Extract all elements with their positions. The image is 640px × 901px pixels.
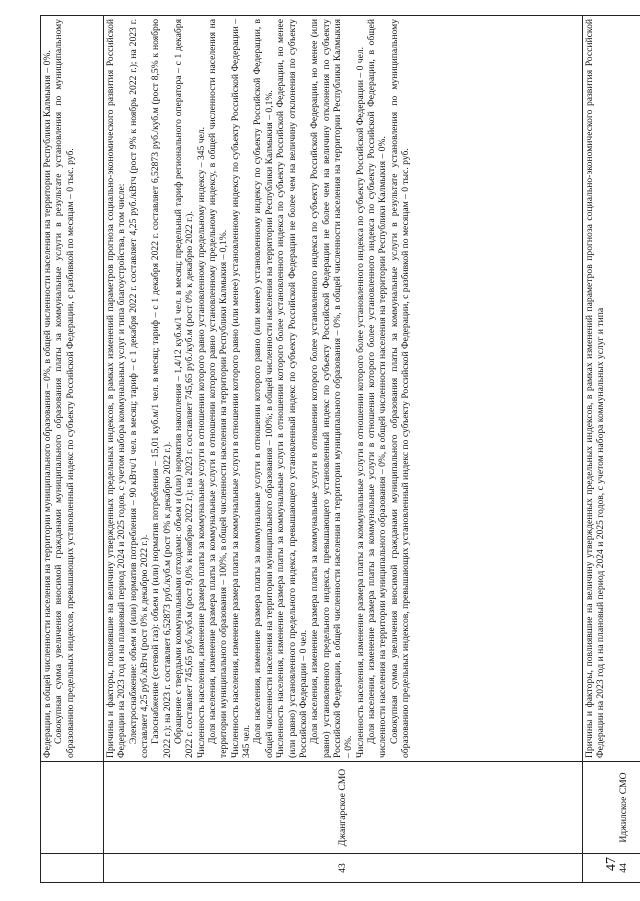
municipality-name-cell [41,762,104,854]
table-row [104,16,583,883]
row-number-cell [41,854,104,883]
municipality-name-cell: Иджилское СМО [583,762,640,854]
paragraph: Доля населения, изменение размера платы за коммунальные услуги в отношении которого более установленного индекса по субъекту Российской Федерации, в общей численности населения на территории муниципального образования – 0%, в общей численности населения на территории Республики Калмыкия – 0%. [365,19,389,758]
description-cell [583,16,640,762]
paragraph: Численность населения, изменение размера платы за коммунальные услуги в отношении которого более установленного индекса по субъекту Российской Федерации, но менее (или равно) установленного предельного индекса, превышающего установленный индекс по субъекту Российской Федерации не более чем на величину отклонения по субъекту Российской Федерации – 0 чел. [275,19,309,758]
municipality-name-cell: Джангарское СМО [104,762,583,854]
description-cell [41,16,104,762]
paragraph: Обращение с твердыми коммунальными отходами: объем и (или) норматив накопления – 1,4/12 куб.м/1 чел. в месяц; предельный тариф регионального оператора – с 1 декабря 2022 г. составляет 745,65 руб./куб.м (рост 9,0% к ноябрю 2022 г.); на 2023 г. составляет 745,65 руб./куб.м (рост 0% к декабрю 2022 г.). [173,19,196,758]
row-number-cell: 44 [583,854,640,883]
page-number: 47 [604,857,619,871]
paragraph: Доля населения, изменение размера платы за коммунальные услуги в отношении которого равно установленному предельному индексу, в общей численности населения на территории муниципального образования – 100%, в общей численности населения на территории Республики Калмыкия – 0,1%. [207,19,230,758]
paragraph: Численность населения, изменение размера платы за коммунальные услуги в отношении которого равно (или менее) установленному индексу по субъекту Российской Федерации – 345 чел. [229,19,253,758]
paragraph: Совокупная сумма увеличения вносимой гражданами муниципального образования платы за коммунальные услуги в результате установления по муниципальному образованию предельных индексов, превышающих установленный индекс по субъекту Российской Федерации, с разбивкой по месяцам – 0 тыс. руб. [53,19,76,758]
table-row [41,16,104,883]
paragraph: Доля населения, изменение размера платы за коммунальные услуги в отношении которого равно (или менее) установленному индексу по субъекту Российской Федерации, в общей численности населения на территории муниципального образования – 100%; в общей численности населения на территории Республики Калмыкия – 0,1%. [252,19,275,758]
paragraph: Федерации, в общей численности населения на территории муниципального образования – 0%, в общей численности населения на территории Республики Калмыкия – 0%. [42,50,53,758]
paragraph: Причины и факторы, повлиявшие на величину утвержденных предельных индексов, в рамках изменений параметров прогноза социально-экономического развития Российской Федерации на 2023 год и на плановый период 2024 и 2025 годов, с учетом набора коммунальных услуг и типа благоустройства, в том числе: [105,19,128,758]
paragraph: Газоснабжение (сетевой газ): объем и (или) норматив потребления – 15,01 куб.м/1 чел. в месяц; тариф – с 1 декабря 2022 г. составляет 6,52873 руб./куб.м (рост 8,5% к ноябрю 2022 г.); на 2023 г. составляет 6,52873 руб./куб.м (рост 0% к декабрю 2022 г.). [150,19,173,758]
paragraph: Причины и факторы, повлиявшие на величину утвержденных предельных индексов, в рамках изменений параметров прогноза социально-экономического развития Российской Федерации на 2023 год и на плановый период 2024 и 2025 годов, с учетом набора коммунальных услуг и типа [584,19,607,758]
table-row [583,16,640,883]
paragraph: Совокупная сумма увеличения вносимой гражданами муниципального образования платы за коммунальные услуги в результате установления по муниципальному образованию предельных индексов, превышающих установленный индекс по субъекту Российской Федерации, с разбивкой по месяцам – 0 тыс. руб. [388,19,411,758]
paragraph: Доля населения, изменение размера платы за коммунальные услуги в отношении которого более установленного индекса по субъекту Российской Федерации, но менее (или равно) установленного предельного индекса, превышающего установленный индекс по субъекту Российской Федерации не более чем на величину отклонения по субъекту Российской Федерации, в общей численности населения на территории муниципального образования – 0%, в общей численности населения на территории Республики Калмыкия – 0%. [309,19,355,758]
paragraph: Электроснабжение: объем и (или) норматив потребления – 90 кВтч/1 чел. в месяц; тариф – с 1 декабря 2022 г. составляет 4,25 руб./кВтч (рост 9% к ноябрь 2022 г.); на 2023 г. составляет 4,25 руб./кВтч (рост 0% к декабрю 2022 г.). [127,19,151,758]
paragraph: Численность населения, изменение размера платы за коммунальные услуги в отношении которого более установленного индекса по субъекту Российской Федерации – 0 чел. [354,46,366,758]
municipal-index-table [40,15,640,883]
description-cell [104,16,583,762]
paragraph: Численность населения, изменение размера платы за коммунальные услуги в отношении которого равно установленному предельному индексу – 345 чел. [195,126,207,758]
row-number-cell: 43 [104,854,583,883]
